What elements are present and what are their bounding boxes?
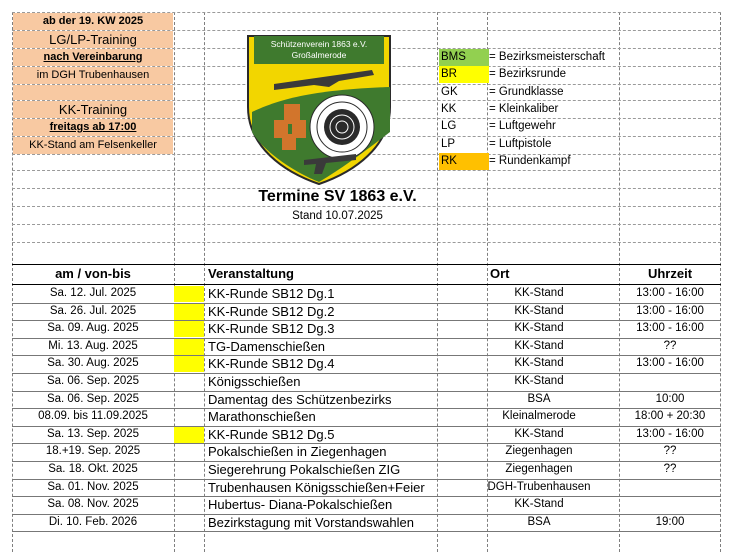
header-date: am / von-bis — [55, 266, 131, 281]
row-time: 10:00 — [655, 392, 685, 405]
legend-text: = Luftgewehr — [489, 120, 556, 133]
table-row — [0, 320, 731, 338]
legend-code: LP — [441, 137, 456, 150]
row-ort: KK-Stand — [514, 375, 564, 387]
row-date: 18.+19. Sep. 2025 — [45, 445, 141, 458]
br-marker — [174, 321, 204, 337]
table-row — [0, 373, 731, 391]
row-date: Sa. 08. Nov. 2025 — [47, 498, 139, 511]
row-event: KK-Runde SB12 Dg.5 — [208, 426, 335, 442]
table-row — [0, 496, 731, 514]
lg-training-when: nach Vereinbarung — [13, 49, 173, 66]
br-marker — [174, 356, 204, 372]
kk-training-when: freitags ab 17:00 — [13, 119, 173, 136]
club-crest-emblem — [244, 32, 394, 187]
legend-code: GK — [441, 85, 458, 98]
row-time: 13:00 - 16:00 — [636, 427, 704, 440]
row-date: Sa. 06. Sep. 2025 — [46, 375, 140, 387]
row-event: Pokalschießen in Ziegenhagen — [208, 444, 387, 460]
br-marker — [174, 286, 204, 302]
row-date: Mi. 13. Aug. 2025 — [48, 339, 138, 352]
row-time: 13:00 - 16:00 — [636, 357, 704, 370]
br-marker — [174, 339, 204, 355]
header-time: Uhrzeit — [647, 266, 693, 281]
kk-training-title: KK-Training — [13, 101, 173, 118]
table-row — [0, 514, 731, 532]
row-event: Bezirkstagung mit Vorstandswahlen — [208, 514, 414, 530]
logo-line-1: Schützenverein 1863 e.V. — [270, 39, 368, 49]
legend-code: KK — [441, 102, 457, 115]
training-week: ab der 19. KW 2025 — [13, 13, 173, 30]
br-marker — [174, 304, 204, 320]
header-event: Veranstaltung — [208, 266, 294, 281]
row-time: 13:00 - 16:00 — [636, 287, 704, 299]
table-row — [0, 285, 731, 303]
row-ort: Kleinalmerode — [502, 410, 576, 423]
legend-text: = Rundenkampf — [489, 154, 571, 167]
row-time: ?? — [663, 445, 677, 458]
row-event: Hubertus- Diana-Pokalschießen — [208, 497, 393, 513]
row-event: Königsschießen — [208, 374, 301, 389]
row-event: KK-Runde SB12 Dg.1 — [208, 286, 335, 301]
lg-training-title: LG/LP-Training — [13, 31, 173, 48]
br-marker — [174, 427, 204, 443]
table-row — [0, 391, 731, 409]
table-row — [0, 443, 731, 461]
row-ort: KK-Stand — [514, 427, 564, 440]
row-date: Sa. 26. Jul. 2025 — [49, 304, 137, 317]
row-date: Sa. 09. Aug. 2025 — [47, 322, 139, 335]
row-ort: KK-Stand — [514, 304, 564, 317]
row-time: 13:00 - 16:00 — [636, 304, 704, 317]
club-logo — [244, 32, 394, 187]
row-time: 19:00 — [655, 515, 685, 528]
table-row — [0, 355, 731, 373]
row-date: 08.09. bis 11.09.2025 — [38, 410, 148, 423]
row-ort: KK-Stand — [514, 339, 564, 352]
row-date: Sa. 30. Aug. 2025 — [47, 357, 139, 370]
row-time: 13:00 - 16:00 — [636, 322, 704, 335]
lg-training-where: im DGH Trubenhausen — [13, 67, 173, 84]
row-event: KK-Runde SB12 Dg.4 — [208, 356, 335, 372]
row-date: Sa. 06. Sep. 2025 — [46, 392, 140, 405]
row-event: KK-Runde SB12 Dg.3 — [208, 321, 335, 337]
row-time: 18:00 + 20:30 — [634, 410, 706, 423]
row-ort: BSA — [527, 392, 551, 405]
table-row — [0, 338, 731, 356]
legend-code: LG — [441, 120, 457, 133]
row-time: ?? — [663, 463, 677, 475]
table-row — [0, 303, 731, 321]
kk-training-where: KK-Stand am Felsenkeller — [13, 137, 173, 154]
table-row — [0, 408, 731, 426]
legend-code: BMS — [439, 49, 489, 66]
row-date: Di. 10. Feb. 2026 — [48, 515, 138, 528]
legend-code: BR — [439, 66, 489, 83]
row-ort: Ziegenhagen — [505, 463, 573, 475]
row-event: TG-Damenschießen — [208, 338, 326, 354]
row-date: Sa. 12. Jul. 2025 — [49, 287, 137, 299]
row-time: ?? — [663, 339, 677, 352]
table-row — [0, 461, 731, 479]
row-event: Siegerehrung Pokalschießen ZIG — [208, 462, 401, 477]
row-ort: DGH-Trubenhausen — [487, 480, 591, 493]
legend-text: = Bezirksmeisterschaft — [489, 51, 605, 63]
target-icon — [310, 95, 374, 159]
table-row — [0, 479, 731, 497]
orange-spacer — [13, 85, 173, 100]
legend-code: RK — [439, 153, 489, 170]
stand-date: Stand 10.07.2025 — [292, 210, 383, 222]
legend-text: = Kleinkaliber — [489, 102, 559, 115]
row-ort: KK-Stand — [514, 357, 564, 370]
row-ort: KK-Stand — [514, 287, 564, 299]
row-date: Sa. 01. Nov. 2025 — [47, 480, 139, 493]
legend-text: = Luftpistole — [489, 137, 552, 150]
row-event: Marathonschießen — [208, 409, 316, 425]
row-event: KK-Runde SB12 Dg.2 — [208, 303, 335, 319]
row-event: Damentag des Schützenbezirks — [208, 391, 392, 407]
legend-text: = Grundklasse — [489, 85, 564, 98]
row-date: Sa. 18. Okt. 2025 — [48, 463, 138, 475]
row-ort: Ziegenhagen — [505, 445, 573, 458]
table-row — [0, 426, 731, 444]
row-ort: KK-Stand — [514, 498, 564, 511]
row-event: Trubenhausen Königsschießen+Feier — [208, 479, 425, 495]
legend-text: = Bezirksrunde — [489, 68, 567, 81]
row-date: Sa. 13. Sep. 2025 — [46, 427, 140, 440]
row-ort: BSA — [527, 515, 551, 528]
logo-line-2: Großalmerode — [291, 50, 347, 60]
page-title: Termine SV 1863 e.V. — [258, 188, 417, 205]
row-ort: KK-Stand — [514, 322, 564, 335]
header-ort: Ort — [490, 266, 510, 281]
